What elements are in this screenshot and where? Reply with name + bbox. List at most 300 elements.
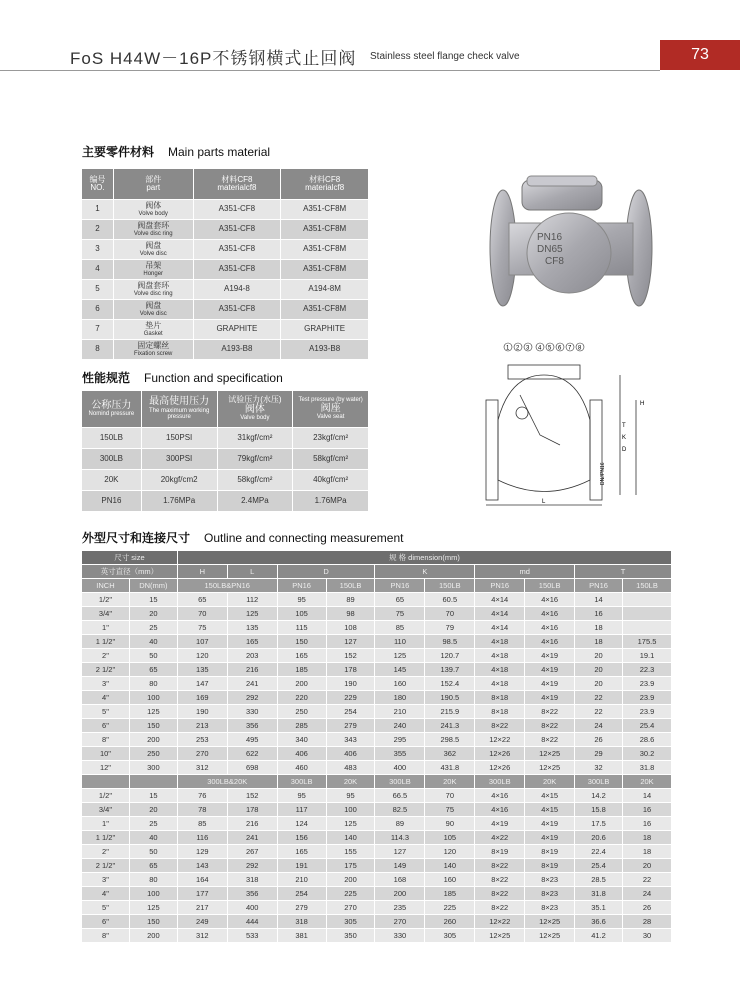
dim-cell: 249 <box>177 915 227 929</box>
dim-cell: 100 <box>129 887 177 901</box>
dim-cell: 25 <box>129 817 177 831</box>
dim-cell: 98.5 <box>425 635 475 649</box>
dim-cell: 2" <box>82 845 130 859</box>
dim-cell: 14 <box>623 789 672 803</box>
dim-cell: 460 <box>277 761 326 775</box>
table-row <box>82 887 672 901</box>
material-cf8m: A351-CF8M <box>281 240 369 260</box>
table-row <box>82 649 672 663</box>
dim-cell: 76 <box>177 789 227 803</box>
dim-cell: 40 <box>129 635 177 649</box>
dim-cell: 19.1 <box>623 649 672 663</box>
spec-cell: 300PSI <box>141 449 217 470</box>
dim-cell: 8×23 <box>525 901 575 915</box>
dim-cell: 200 <box>129 733 177 747</box>
dim-cell: 203 <box>227 649 277 663</box>
dim-cell: 80 <box>129 677 177 691</box>
dim-cell: 70 <box>425 607 475 621</box>
spec-cell: 300LB <box>82 449 142 470</box>
callout-3: 3 <box>526 345 530 352</box>
spec-cell: 2.4MPa <box>217 491 293 512</box>
dim-cell: 95 <box>277 789 326 803</box>
dim-cell: 125 <box>227 607 277 621</box>
dim-cell: 12" <box>82 761 130 775</box>
dim-cell: 105 <box>277 607 326 621</box>
dim-cell: 355 <box>375 747 425 761</box>
dim-cell: 29 <box>575 747 623 761</box>
dim-cell: 1/2" <box>82 593 130 607</box>
table-row <box>82 593 672 607</box>
dim-cell: 190.5 <box>425 691 475 705</box>
dim-cell: 23.9 <box>623 691 672 705</box>
material-cf8: A351-CF8 <box>193 240 281 260</box>
parts-heading-en: Main parts material <box>168 145 271 159</box>
dim-cell: 8×19 <box>475 845 525 859</box>
dim-cell: 213 <box>177 719 227 733</box>
dim-cell: 20 <box>575 663 623 677</box>
dim-cell <box>623 621 672 635</box>
table-row <box>82 831 672 845</box>
dim-cell: 70 <box>425 789 475 803</box>
dim-cell: 18 <box>575 635 623 649</box>
table-row <box>82 260 369 280</box>
dim-cell: 330 <box>375 929 425 943</box>
dim-cell: 343 <box>326 733 375 747</box>
dim-cell: 41.2 <box>575 929 623 943</box>
dim-cell: 12×22 <box>475 733 525 747</box>
dim-cell: 190 <box>326 677 375 691</box>
table-row <box>82 719 672 733</box>
dim-cell: 330 <box>227 705 277 719</box>
dim-cell: 125 <box>129 901 177 915</box>
dim-cell: 3/4" <box>82 607 130 621</box>
dim-cell: 24 <box>623 887 672 901</box>
spec-cell: 23kgf/cm² <box>293 428 369 449</box>
dim-cell: 12×25 <box>525 747 575 761</box>
table-row <box>82 873 672 887</box>
dim-cell: 2 1/2" <box>82 663 130 677</box>
dim-cell: 4×16 <box>525 635 575 649</box>
table-row <box>82 733 672 747</box>
dim-cell: 152 <box>227 789 277 803</box>
table-row <box>82 340 369 360</box>
spec-cell: PN16 <box>82 491 142 512</box>
dims-header-3: INCH DN(mm) 150LB&PN16 PN16 150LB PN16 150LB PN16 150LB PN16 150LB <box>82 579 672 593</box>
dim-cell: 30.2 <box>623 747 672 761</box>
spec-cell: 31kgf/cm² <box>217 428 293 449</box>
material-cf8: A193-B8 <box>193 340 281 360</box>
dim-cell: 66.5 <box>375 789 425 803</box>
table-row <box>82 915 672 929</box>
dim-cell: 89 <box>326 593 375 607</box>
dim-cell: 4×19 <box>525 663 575 677</box>
dim-cell: 124 <box>277 817 326 831</box>
dim-cell: 270 <box>177 747 227 761</box>
dim-cell: 305 <box>425 929 475 943</box>
dim-cell: 100 <box>326 803 375 817</box>
dim-cell: 3" <box>82 873 130 887</box>
dim-cell: 98 <box>326 607 375 621</box>
dim-cell: 120 <box>425 845 475 859</box>
dim-cell: 110 <box>375 635 425 649</box>
spec-cell: 1.76MPa <box>293 491 369 512</box>
dim-cell: 23.9 <box>623 705 672 719</box>
dim-cell: 152 <box>326 649 375 663</box>
dim-cell: 292 <box>227 691 277 705</box>
dim-cell: 305 <box>326 915 375 929</box>
table-row <box>82 817 672 831</box>
dim-cell: 8×22 <box>475 887 525 901</box>
dim-cell: 79 <box>425 621 475 635</box>
table-row <box>82 929 672 943</box>
table-row <box>82 470 369 491</box>
callout-1: 1 <box>506 345 510 352</box>
dim-cell: 180 <box>375 691 425 705</box>
dim-cell: 431.8 <box>425 761 475 775</box>
spec-cell: 20K <box>82 470 142 491</box>
dim-cell: 22 <box>575 705 623 719</box>
table-row <box>82 240 369 260</box>
material-cf8: A351-CF8 <box>193 300 281 320</box>
spec-cell: 58kgf/cm² <box>293 449 369 470</box>
dim-cell: 65 <box>375 593 425 607</box>
dim-cell: 406 <box>326 747 375 761</box>
dim-cell: 8×22 <box>475 901 525 915</box>
dim-cell: 178 <box>326 663 375 677</box>
spec-cell: 40kgf/cm² <box>293 470 369 491</box>
spec-cell: 58kgf/cm² <box>217 470 293 491</box>
dim-cell: 5" <box>82 705 130 719</box>
dim-cell: 4×14 <box>475 621 525 635</box>
dim-cell: 216 <box>227 663 277 677</box>
table-row <box>82 901 672 915</box>
dim-cell: 4×16 <box>475 789 525 803</box>
dim-cell: 16 <box>623 803 672 817</box>
dim-cell: 164 <box>177 873 227 887</box>
table-row <box>82 320 369 340</box>
dim-cell: 8×22 <box>475 719 525 733</box>
dim-t: T <box>622 423 626 429</box>
dim-cell: 22.3 <box>623 663 672 677</box>
dim-cell: 14 <box>575 593 623 607</box>
dim-cell: 125 <box>375 649 425 663</box>
table-row <box>82 621 672 635</box>
spec-heading-cn: 性能规范 <box>82 371 131 385</box>
part-name: 垫片 Gasket <box>113 320 193 340</box>
dim-cell: 85 <box>375 621 425 635</box>
table-row <box>82 705 672 719</box>
dim-cell: 12×25 <box>525 761 575 775</box>
dim-cell: 270 <box>326 901 375 915</box>
dim-cell: 20 <box>575 677 623 691</box>
photo-mark-pn: PN16 <box>537 232 563 243</box>
dim-cell: 26 <box>575 733 623 747</box>
dim-cell: 105 <box>425 831 475 845</box>
dim-cell: 215.9 <box>425 705 475 719</box>
dim-cell: 267 <box>227 845 277 859</box>
dim-cell: 406 <box>277 747 326 761</box>
dim-cell: 292 <box>227 859 277 873</box>
dim-cell: 18 <box>575 621 623 635</box>
dim-cell: 300 <box>129 761 177 775</box>
dim-cell: 250 <box>277 705 326 719</box>
dim-cell: 210 <box>375 705 425 719</box>
dim-cell: 533 <box>227 929 277 943</box>
parts-heading <box>82 143 270 160</box>
page-number: 73 <box>660 40 740 70</box>
dim-cell: 5" <box>82 901 130 915</box>
dim-cell: 140 <box>425 859 475 873</box>
dim-cell: 100 <box>129 691 177 705</box>
dim-cell: 23.9 <box>623 677 672 691</box>
dim-cell: 117 <box>277 803 326 817</box>
dim-cell: 169 <box>177 691 227 705</box>
dim-cell: 150 <box>129 915 177 929</box>
dim-cell: 22.4 <box>575 845 623 859</box>
dim-cell: 28.5 <box>575 873 623 887</box>
dim-cell: 362 <box>425 747 475 761</box>
dims-heading-cn: 外型尺寸和连接尺寸 <box>82 531 191 545</box>
dim-cell: 4×16 <box>475 803 525 817</box>
part-name: 阀盘 Volve disc <box>113 240 193 260</box>
dim-cell: 22 <box>623 873 672 887</box>
dim-cell: 279 <box>277 901 326 915</box>
dim-cell: 8×23 <box>525 873 575 887</box>
material-cf8m: GRAPHITE <box>281 320 369 340</box>
dim-cell: 115 <box>277 621 326 635</box>
material-cf8m: A351-CF8M <box>281 260 369 280</box>
material-cf8: A351-CF8 <box>193 260 281 280</box>
table-row <box>82 845 672 859</box>
parts-heading-cn: 主要零件材料 <box>82 145 155 159</box>
dim-cell: 75 <box>375 607 425 621</box>
dim-cell: 381 <box>277 929 326 943</box>
page-title: FoS H44W－16P不锈钢横式止回阀 <box>70 49 357 68</box>
dim-cell: 16 <box>575 607 623 621</box>
table-row <box>82 635 672 649</box>
dim-cell: 241.3 <box>425 719 475 733</box>
callout-2: 2 <box>516 345 520 352</box>
dim-cell <box>623 607 672 621</box>
table-row <box>82 280 369 300</box>
dim-cell: 200 <box>326 873 375 887</box>
dim-cell: 298.5 <box>425 733 475 747</box>
dim-cell: 318 <box>277 915 326 929</box>
dim-cell: 165 <box>227 635 277 649</box>
dim-cell: 25 <box>129 621 177 635</box>
spec-cell: 150PSI <box>141 428 217 449</box>
dim-cell: 20.6 <box>575 831 623 845</box>
dim-cell: 1" <box>82 621 130 635</box>
dim-cell: 30 <box>623 929 672 943</box>
dims-header-2: 英寸直径（mm） H L D K md T <box>82 565 672 579</box>
dim-cell: 622 <box>227 747 277 761</box>
dim-cell: 50 <box>129 649 177 663</box>
dim-cell: 28 <box>623 915 672 929</box>
dim-cell: 8" <box>82 929 130 943</box>
part-no: 8 <box>82 340 114 360</box>
dim-cell: 4×19 <box>525 831 575 845</box>
dim-cell: 116 <box>177 831 227 845</box>
material-cf8: GRAPHITE <box>193 320 281 340</box>
dim-cell: 20 <box>575 649 623 663</box>
photo-mark-cf: CF8 <box>545 256 564 267</box>
table-row <box>82 449 369 470</box>
material-cf8m: A193-B8 <box>281 340 369 360</box>
dim-cell: 285 <box>277 719 326 733</box>
dim-cell: 50 <box>129 845 177 859</box>
dim-cell: 114.3 <box>375 831 425 845</box>
dim-cell: 4×16 <box>525 621 575 635</box>
dim-cell: 312 <box>177 929 227 943</box>
dim-cell: 8×22 <box>475 873 525 887</box>
dim-cell: 1 1/2" <box>82 635 130 649</box>
dim-cell: 200 <box>129 929 177 943</box>
spec-cell: 20kgf/cm2 <box>141 470 217 491</box>
dim-cell: 175.5 <box>623 635 672 649</box>
dim-cell: 156 <box>277 831 326 845</box>
dims-table <box>81 550 672 943</box>
part-name: 阀体 Volve body <box>113 200 193 220</box>
dim-cell: 12×25 <box>475 929 525 943</box>
dim-cell: 177 <box>177 887 227 901</box>
dim-cell: 82.5 <box>375 803 425 817</box>
dim-cell: 4×19 <box>525 677 575 691</box>
dim-cell: 8×19 <box>525 859 575 873</box>
material-cf8: A351-CF8 <box>193 220 281 240</box>
dim-cell: 1" <box>82 817 130 831</box>
dim-cell: 8×22 <box>475 859 525 873</box>
dim-cell: 312 <box>177 761 227 775</box>
dim-cell: 4×18 <box>475 663 525 677</box>
dim-cell: 6" <box>82 915 130 929</box>
dim-cell: 145 <box>375 663 425 677</box>
dim-cell: 225 <box>326 887 375 901</box>
table-row <box>82 859 672 873</box>
dim-cell <box>623 593 672 607</box>
dim-l: L <box>542 499 546 505</box>
dim-cell: 147 <box>177 677 227 691</box>
dim-cell: 125 <box>129 705 177 719</box>
dim-cell: 3/4" <box>82 803 130 817</box>
part-name: 阀盘套环 Volve disc ring <box>113 220 193 240</box>
dim-cell: 4×22 <box>475 831 525 845</box>
dim-cell: 143 <box>177 859 227 873</box>
dim-cell: 24 <box>575 719 623 733</box>
table-row <box>82 803 672 817</box>
dim-k: K <box>622 435 627 441</box>
material-cf8: A351-CF8 <box>193 200 281 220</box>
table-row <box>82 428 369 449</box>
dim-cell: 95 <box>326 789 375 803</box>
dim-cell: 135 <box>177 663 227 677</box>
dims-heading-en: Outline and connecting measurement <box>204 531 404 545</box>
dim-cell: 150 <box>129 719 177 733</box>
dim-cell: 4×18 <box>475 677 525 691</box>
dim-cell: 75 <box>177 621 227 635</box>
dim-cell: 35.1 <box>575 901 623 915</box>
dim-cell: 75 <box>425 803 475 817</box>
dim-cell: 85 <box>177 817 227 831</box>
photo-mark-dn: DN65 <box>537 244 563 255</box>
part-no: 3 <box>82 240 114 260</box>
dim-cell: 127 <box>375 845 425 859</box>
part-name: 吊架 Honger <box>113 260 193 280</box>
dim-cell: 8×22 <box>525 719 575 733</box>
dim-cell: 4×19 <box>525 817 575 831</box>
dim-cell: 8×22 <box>525 705 575 719</box>
dim-cell: 216 <box>227 817 277 831</box>
dim-md: DN//PN16 <box>600 462 606 485</box>
dim-cell: 4×15 <box>525 803 575 817</box>
dim-cell: 165 <box>277 649 326 663</box>
dim-cell: 217 <box>177 901 227 915</box>
page-header <box>0 0 740 78</box>
dim-cell: 241 <box>227 831 277 845</box>
dim-cell: 149 <box>375 859 425 873</box>
dim-cell: 4×18 <box>475 649 525 663</box>
dim-cell: 400 <box>375 761 425 775</box>
dim-cell: 78 <box>177 803 227 817</box>
dim-cell: 175 <box>326 859 375 873</box>
callout-5: 5 <box>548 345 552 352</box>
dim-cell: 15 <box>129 789 177 803</box>
dim-cell: 8×18 <box>475 705 525 719</box>
material-cf8m: A194-8M <box>281 280 369 300</box>
dim-cell: 295 <box>375 733 425 747</box>
dim-cell: 4×14 <box>475 593 525 607</box>
dim-cell: 18 <box>623 831 672 845</box>
dim-cell: 3" <box>82 677 130 691</box>
dim-cell: 1 1/2" <box>82 831 130 845</box>
table-row <box>82 789 672 803</box>
dim-cell: 129 <box>177 845 227 859</box>
dim-cell: 95 <box>277 593 326 607</box>
dim-cell: 254 <box>326 705 375 719</box>
dim-cell: 185 <box>277 663 326 677</box>
material-cf8m: A351-CF8M <box>281 200 369 220</box>
part-name: 阀盘套环 Volve disc ring <box>113 280 193 300</box>
dim-cell: 12×25 <box>525 915 575 929</box>
part-no: 7 <box>82 320 114 340</box>
dim-cell: 60.5 <box>425 593 475 607</box>
dim-cell: 26 <box>623 901 672 915</box>
dim-cell: 279 <box>326 719 375 733</box>
header-divider <box>0 70 660 71</box>
dim-cell: 22 <box>575 691 623 705</box>
dims-heading <box>82 529 403 546</box>
dim-cell: 28.6 <box>623 733 672 747</box>
dim-h: H <box>640 401 645 407</box>
dim-cell: 65 <box>177 593 227 607</box>
dim-cell: 135 <box>227 621 277 635</box>
dim-cell: 40 <box>129 831 177 845</box>
part-no: 4 <box>82 260 114 280</box>
dim-cell: 15.8 <box>575 803 623 817</box>
dim-cell: 235 <box>375 901 425 915</box>
dim-cell: 8×19 <box>525 845 575 859</box>
dim-cell: 140 <box>326 831 375 845</box>
part-no: 5 <box>82 280 114 300</box>
spec-cell: 79kgf/cm² <box>217 449 293 470</box>
dim-cell: 444 <box>227 915 277 929</box>
dim-cell: 20 <box>129 607 177 621</box>
dim-cell: 15 <box>129 593 177 607</box>
dim-cell: 32 <box>575 761 623 775</box>
table-row <box>82 761 672 775</box>
dim-cell: 17.5 <box>575 817 623 831</box>
dim-cell: 4×14 <box>475 607 525 621</box>
